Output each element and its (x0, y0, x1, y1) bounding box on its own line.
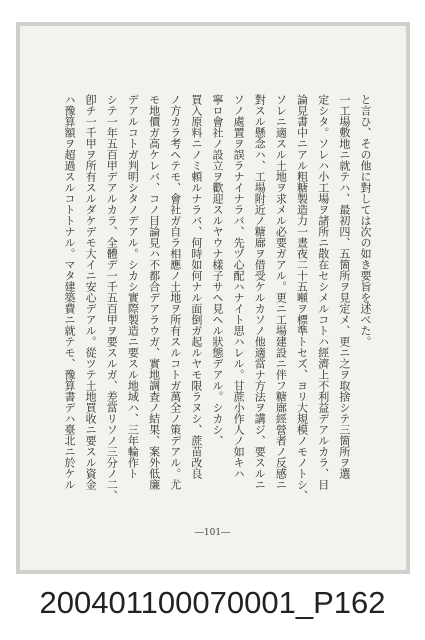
text-column-8: 寧ロ會社ノ設立ヲ歡迎スルヤウナ樣子サヘ見ヘル狀態デアル。シカシ、 (210, 94, 224, 446)
text-column-6: 對スル懸念ハ、工場附近ノ糖廍ヲ借受ケルカソノ他適當ナ方法ヲ講ジ、要スルニ (253, 94, 267, 490)
text-column-11: モ地價ガ高ケレバ、コノ目論見ハ不都合デアラウガ、實地調査ノ結果、案外低廉 (147, 94, 161, 490)
vertical-text-block (60, 94, 374, 518)
text-column-2: 一工場敷地ニ就テハ、最初四、五箇所ヲ見定メ、更ニ之ヲ取捨シテ三箇所ヲ選 (337, 94, 351, 479)
text-column-9: 買入原料ニノミ頼ルナラバ、何時如何ナル面倒ガ起ルヤモ限ラヌシ、蔗苗改良 (189, 94, 203, 479)
file-caption: 200401100070001_P162 (39, 585, 386, 620)
text-column-3: 定シタ。ソレハ小工場ヲ諸所ニ散在セシメルコトハ經濟上不利益デアルカラ、目 (316, 94, 330, 490)
text-column-7: ソノ處置ヲ誤ラナイナラバ、先ヅ心配ハナイト思ハレル。甘蔗小作人ノ如キハ (232, 94, 246, 479)
page-number: ―101― (194, 528, 231, 538)
text-column-4: 論見書中ニアル粗糖製造力一晝夜二十五噸ヲ標準トセズ、ヨリ大規模ノモノトシ、 (295, 94, 309, 501)
text-column-14: 卽チ一千甲ヲ所有スルダケデモ大イニ安心デアル。從ツテ土地買收ニ要スル資金 (84, 94, 98, 490)
text-column-13: シテ一年五百甲デアルカラ、全體デ一千五百甲ヲ要スルガ、差當リソノ三分ノ二、 (105, 94, 119, 501)
text-column-1: と言ひ、その他に對しては次の如き要旨を述べた。 (358, 94, 372, 347)
text-column-10: ノ方カラ考ヘテモ、會社ガ自ラ相應ノ土地ヲ所有スルコトガ萬全ノ策デアル。尤 (168, 94, 182, 490)
text-column-15: ハ豫算額ヲ超過スルコトトナル。マタ建築費ニ就テモ、豫算書デハ臺北ニ於ケル (63, 94, 76, 490)
text-column-12: デアルコトガ判明シタノデアル。シカシ實際製造ニ要スル地域ハ、三年輪作ト (126, 94, 140, 479)
text-column-5: ソレニ適スル土地ヲ求メル必要ガアル。更ニ工場建設ニ伴フ糖廍經營者ノ反感ニ (274, 94, 288, 490)
